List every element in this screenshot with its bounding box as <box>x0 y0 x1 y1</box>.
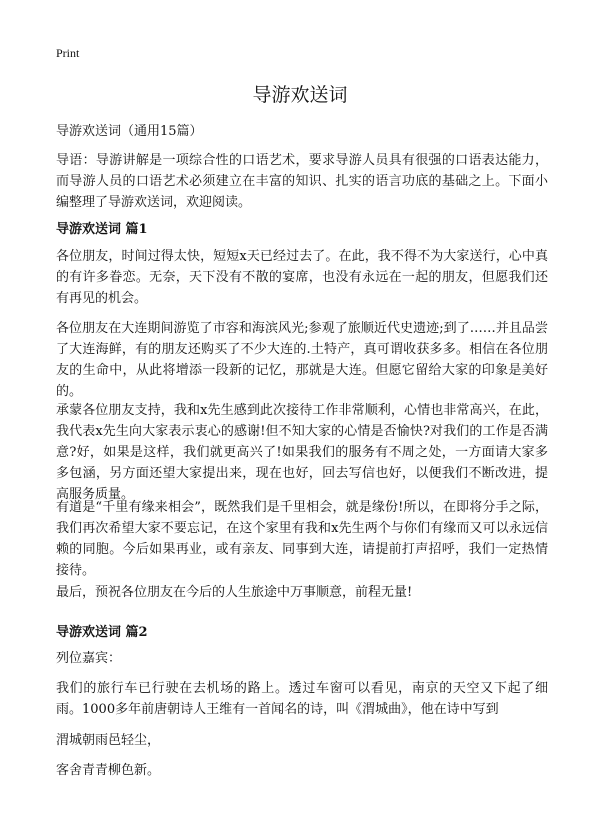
section-1-paragraph-3: 承蒙各位朋友支持，我和x先生感到此次接待工作非常顺利，心情也非常高兴，在此，我代表x先生向大家表示衷心的感谢!但不知大家的心情是否愉快?对我们的工作是否满意?好，如果是这样，我们就更高兴了!如果我们的服务有不周之处，一方面请大家多多包涵，另方面还望大家提出来，现在也好，回去写信也好，以便我们不断改进，提高服务质量。 <box>56 403 548 502</box>
section-2-paragraph-2: 我们的旅行车已行驶在去机场的路上。透过车窗可以看见，南京的天空又下起了细雨。1000多年前唐朝诗人王维有一首闻名的诗，叫《渭城曲》，他在诗中写到 <box>56 681 548 717</box>
section-2-paragraph-3: 渭城朝雨邑轻尘， <box>56 733 161 748</box>
section-1-paragraph-4: 有道是“千里有缘来相会”，既然我们是千里相会，就是缘份!所以，在即将分手之际，我们再次希望大家不要忘记，在这个家里有我和x先生两个与你们有缘而又可以永远信赖的同胞。今后如果再业，或有亲友、同事到大连，请提前打声招呼，我们一定热情接待。 <box>56 500 548 578</box>
print-link[interactable]: Print <box>56 46 80 60</box>
section-heading-2: 导游欢送词 篇2 <box>56 625 148 640</box>
section-1-paragraph-2: 各位朋友在大连期间游览了市容和海滨风光;参观了旅顺近代史遗迹;到了……并且品尝了大连海鲜，有的朋友还购买了不少大连的.土特产，真可谓收获多多。相信在各位朋友的生命中，从此将增添一段新的记忆，那就是大连。但愿它留给大家的印象是美好的。 <box>56 321 548 399</box>
section-1-paragraph-1: 各位朋友，时间过得太快，短短x天已经过去了。在此，我不得不为大家送行，心中真的有许多眷恋。无奈，天下没有不散的宴席，也没有永远在一起的朋友，但愿我们还有再见的机会。 <box>56 249 548 306</box>
page-title: 导游欢送词 <box>252 84 348 106</box>
section-2-paragraph-4: 客舍青青柳色新。 <box>56 763 161 778</box>
section-1-paragraph-5: 最后，预祝各位朋友在今后的人生旅途中万事顺意，前程无量! <box>56 585 413 600</box>
document-subtitle: 导游欢送词（通用15篇） <box>56 124 203 139</box>
intro-paragraph: 导语：导游讲解是一项综合性的口语艺术，要求导游人员具有很强的口语表达能力，而导游人员的口语艺术必须建立在丰富的知识、扎实的语言功底的基础之上。下面小编整理了导游欢送词，欢迎阅读。 <box>56 153 548 210</box>
section-heading-1: 导游欢送词 篇1 <box>56 222 148 237</box>
section-2-paragraph-1: 列位嘉宾： <box>56 651 122 666</box>
